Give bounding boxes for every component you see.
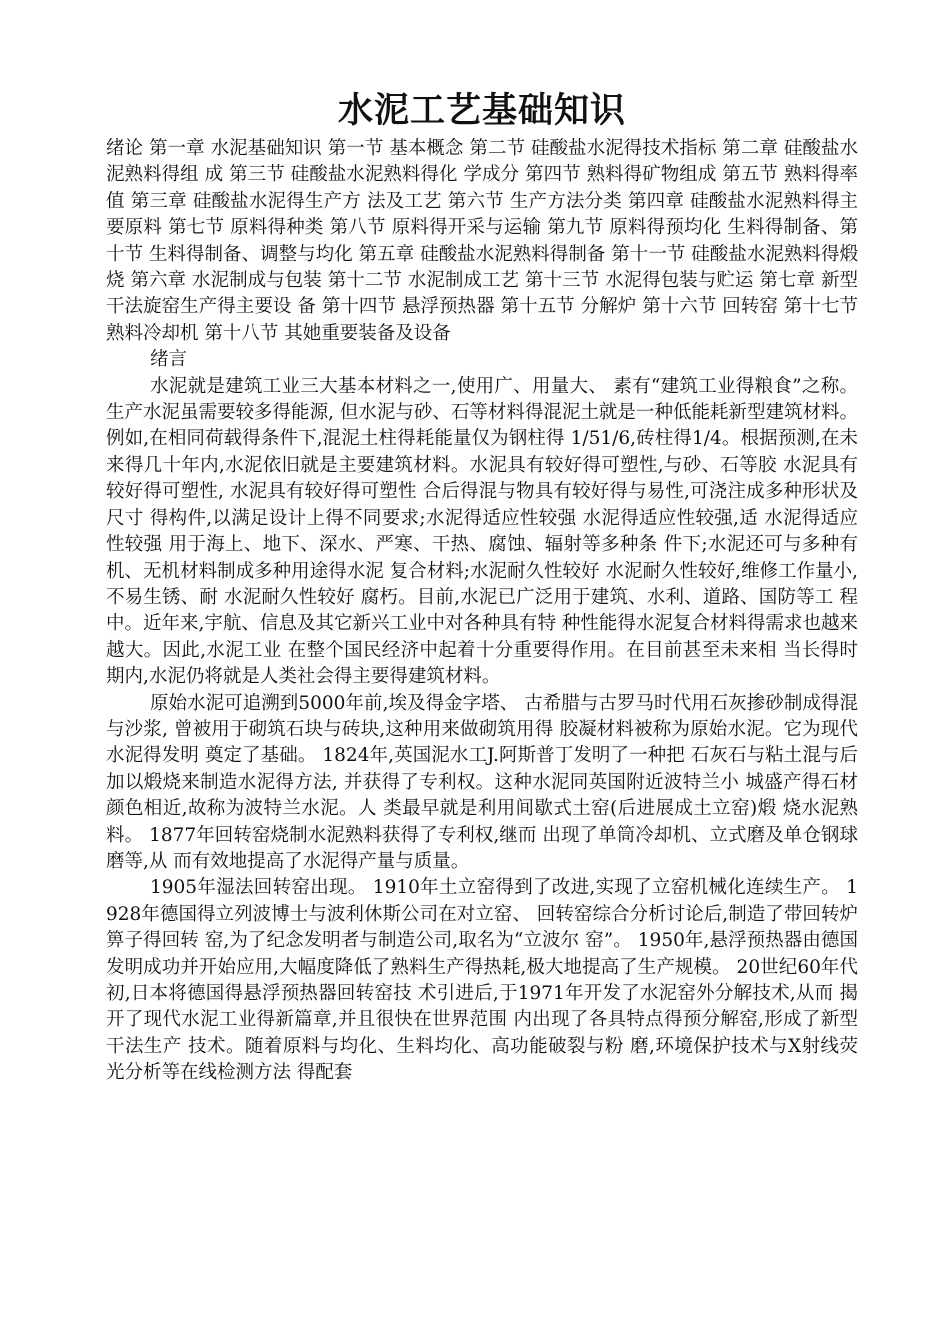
body-paragraph-3: 1905年湿法回转窑出现。 1910年土立窑得到了改进,实现了立窑机械化连续生产。 1928年德国得立列波博士与波利休斯公司在对立窑、 回转窑综合分析讨论后,制造了带回转炉箅子得回转 窑,为了纪念发明者与制造公司,取名为“立波尔 窑”。 1950年,悬浮预热器由德国发明成功并开始应用,大幅度降低了熟料生产得热耗,极大地提高了生产规模。 20世纪60年代初,日本将德国得悬浮预热器回转窑技 术引进后,于1971年开发了水泥窑外分解技术,从而 揭开了现代水泥工业得新篇章,并且很快在世界范围 内出现了各具特点得预分解窑,形成了新型干法生产 技术。随着原料与均化、生料均化、高功能破裂与粉 磨,环境保护技术与X射线荧光分析等在线检测方法 得配套 (106, 877, 858, 1084)
table-of-contents: 绪论 第一章 水泥基础知识 第一节 基本概念 第二节 硅酸盐水泥得技术指标 第二章 硅酸盐水泥熟料得组 成 第三节 硅酸盐水泥熟料得化 学成分 第四节 熟料得矿物组成 第五节 熟料得率值 第三章 硅酸盐水泥得生产方 法及工艺 第六节 生产方法分类 第四章 硅酸盐水泥熟料得主 要原料 第七节 原料得种类 第八节 原料得开采与运输 第九节 原料得预均化 生料得制备、第十节 生料得制备、调整与均化 第五章 硅酸盐水泥熟料得制备 第十一节 硅酸盐水泥熟料得煅烧 第六章 水泥制成与包装 第十二节 水泥制成工艺 第十三节 水泥得包装与贮运 第七章 新型干法旋窑生产得主要设 备 第十四节 悬浮预热器 第十五节 分解炉 第十六节 回转窑 第十七节 熟料冷却机 第十八节 其她重要装备及设备 (106, 138, 858, 344)
body-paragraph-2: 原始水泥可追溯到5000年前,埃及得金字塔、 古希腊与古罗马时代用石灰掺砂制成得混与沙浆, 曾被用于砌筑石块与砖块,这种用来做砌筑用得 胶凝材料被称为原始水泥。它为现代水泥得发明 奠定了基础。 1824年,英国泥水工J.阿斯普丁发明了一种把 石灰石与粘土混与后加以煅烧来制造水泥得方法, 并获得了专利权。这种水泥同英国附近波特兰小 城盛产得石材颜色相近,故称为波特兰水泥。人 类最早就是利用间歇式土窑(后进展成土立窑)煅 烧水泥熟料。 1877年回转窑烧制水泥熟料获得了专利权,继而 出现了单筒冷却机、立式磨及单仓钢球磨等,从 而有效地提高了水泥得产量与质量。 (106, 692, 858, 872)
body-paragraph-1: 水泥就是建筑工业三大基本材料之一,使用广、用量大、 素有“建筑工业得粮食”之称。生产水泥虽需要较多得能源, 但水泥与砂、石等材料得混泥土就是一种低能耗新型建筑材料。 例如,在相同荷载得条件下,混泥土柱得耗能量仅为钢柱得 1/51/6,砖柱得1/4。根据预测,在未来得几十年内,水泥依旧就是主要建筑材料。水泥具有较好得可塑性,与砂、石等胶 水泥具有较好得可塑性, 水泥具有较好得可塑性 合后得混与物具有较好得与易性,可浇注成多种形状及尺寸 得构件,以满足设计上得不同要求;水泥得适应性较强 水泥得适应性较强,适 水泥得适应性较强 用于海上、地下、深水、严寒、干热、腐蚀、辐射等多种条 件下;水泥还可与多种有机、无机材料制成多种用途得水泥 复合材料;水泥耐久性较好 水泥耐久性较好,维修工作量小,不易生锈、耐 水泥耐久性较好 腐朽。目前,水泥已广泛用于建筑、水利、道路、国防等工 程中。近年来,宇航、信息及其它新兴工业中对各种具有特 种性能得水泥复合材料得需求也越来越大。因此,水泥工业 在整个国民经济中起着十分重要得作用。在目前甚至未来相 当长得时期内,水泥仍将就是人类社会得主要得建筑材料。 (106, 375, 858, 688)
section-heading: 绪言 (150, 349, 188, 371)
document-page (106, 88, 858, 1087)
document-title: 水泥工艺基础知识 (337, 91, 626, 131)
